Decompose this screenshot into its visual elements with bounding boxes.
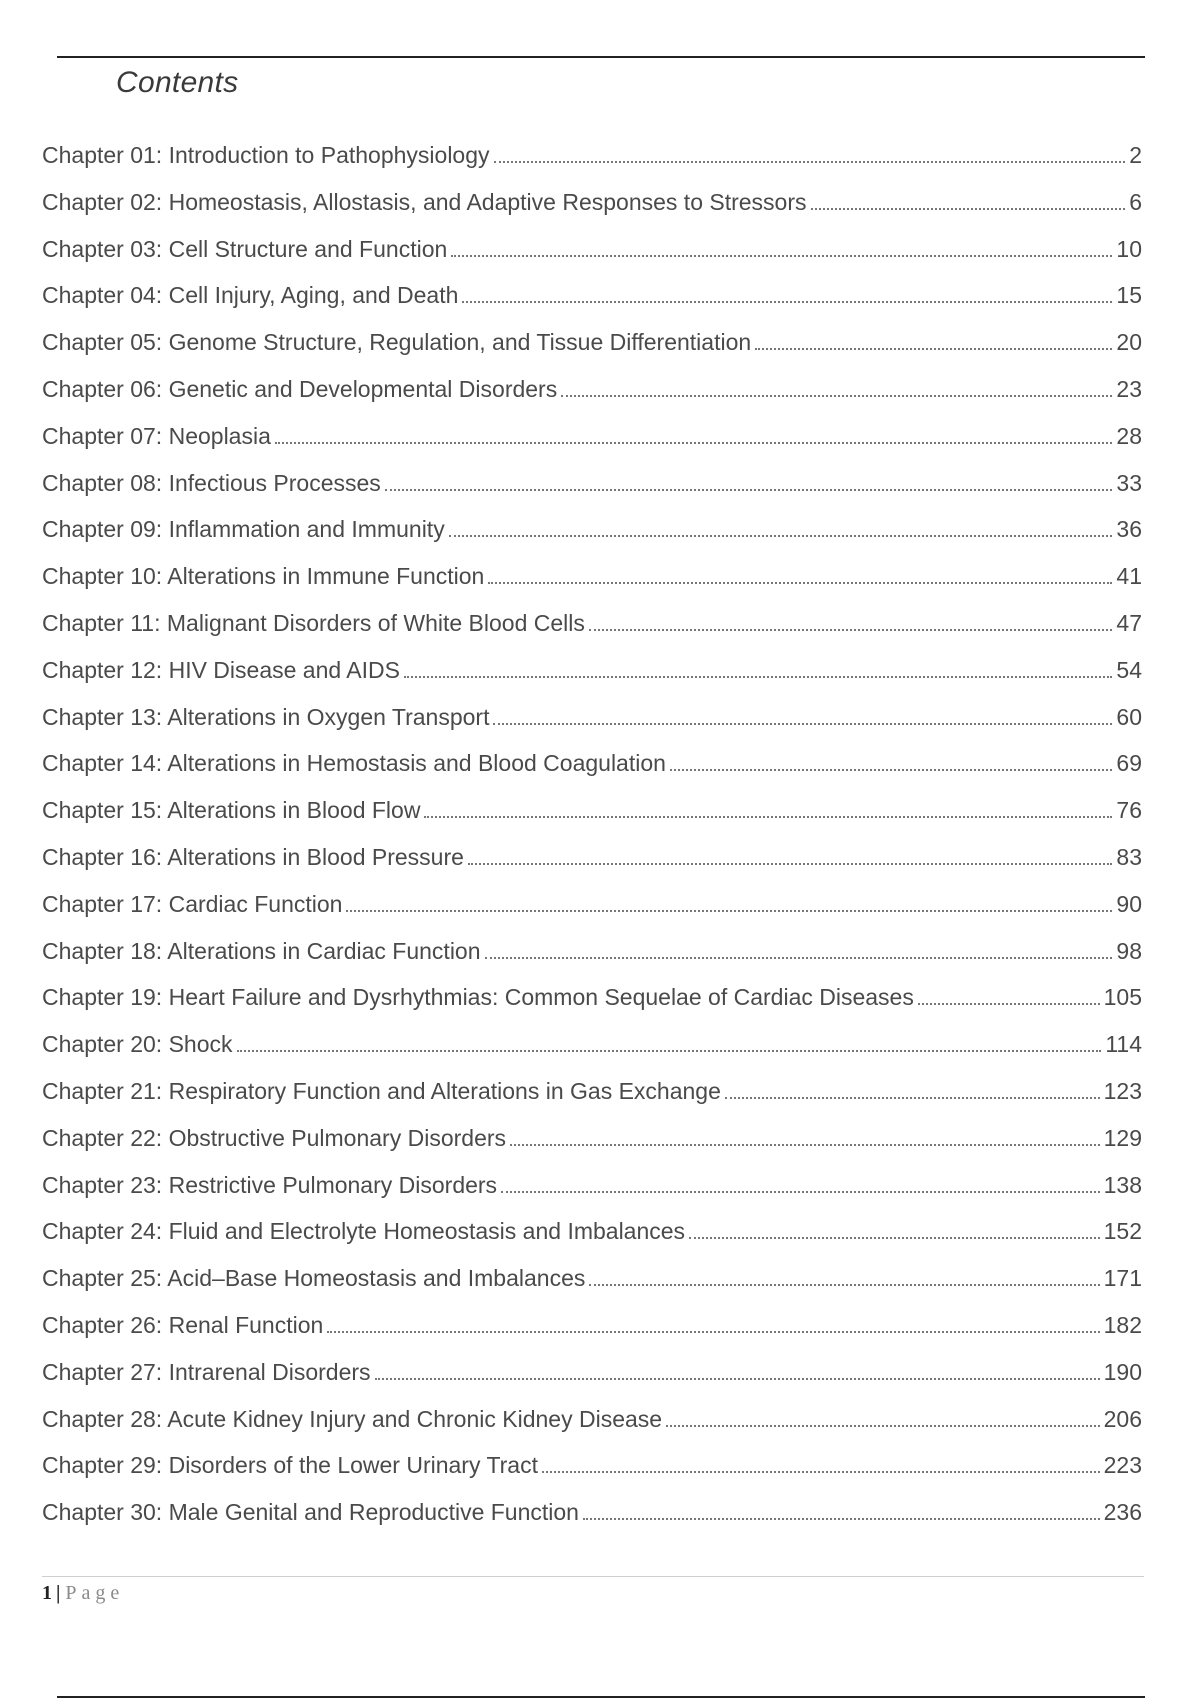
toc-entry-chapter-06[interactable] <box>42 376 1142 423</box>
toc-entry-leader <box>811 208 1126 210</box>
toc-entry-page-number: 105 <box>1103 984 1142 1011</box>
table-of-contents <box>42 142 1142 1546</box>
toc-entry-page-number: 182 <box>1103 1311 1142 1338</box>
toc-entry-leader <box>237 1050 1102 1052</box>
toc-entry-page-number: 36 <box>1116 516 1142 543</box>
toc-entry-chapter-05[interactable] <box>42 329 1142 376</box>
contents-heading: Contents <box>116 66 239 99</box>
toc-entry-chapter-29[interactable] <box>42 1452 1142 1499</box>
toc-entry-chapter-26[interactable] <box>42 1312 1142 1359</box>
toc-entry-leader <box>689 1237 1100 1239</box>
toc-entry-chapter-25[interactable] <box>42 1265 1142 1312</box>
toc-entry-leader <box>583 1518 1100 1520</box>
toc-entry-title: Chapter 03: Cell Structure and Function <box>42 235 448 262</box>
toc-entry-title: Chapter 28: Acute Kidney Injury and Chronic Kidney Disease <box>42 1405 663 1432</box>
toc-entry-title: Chapter 23: Restrictive Pulmonary Disorders <box>42 1171 498 1198</box>
toc-entry-leader <box>327 1331 1099 1333</box>
toc-entry-page-number: 10 <box>1116 235 1142 262</box>
toc-entry-page-number: 69 <box>1116 750 1142 777</box>
toc-entry-leader <box>424 816 1112 818</box>
toc-entry-chapter-03[interactable] <box>42 236 1142 283</box>
toc-entry-chapter-12[interactable] <box>42 657 1142 704</box>
toc-entry-leader <box>485 957 1113 959</box>
toc-entry-title: Chapter 21: Respiratory Function and Alterations in Gas Exchange <box>42 1077 721 1104</box>
toc-entry-chapter-10[interactable] <box>42 563 1142 610</box>
toc-entry-title: Chapter 16: Alterations in Blood Pressure <box>42 843 464 870</box>
toc-entry-title: Chapter 25: Acid–Base Homeostasis and Imbalances <box>42 1265 586 1292</box>
toc-entry-chapter-19[interactable] <box>42 984 1142 1031</box>
toc-entry-leader <box>589 1284 1099 1286</box>
toc-entry-title: Chapter 10: Alterations in Immune Function <box>42 563 485 590</box>
toc-entry-page-number: 20 <box>1116 329 1142 356</box>
toc-entry-leader <box>488 582 1112 584</box>
toc-entry-title: Chapter 29: Disorders of the Lower Urinary Tract <box>42 1452 538 1479</box>
toc-entry-leader <box>494 161 1126 163</box>
toc-entry-chapter-15[interactable] <box>42 797 1142 844</box>
toc-entry-page-number: 114 <box>1105 1031 1142 1058</box>
toc-entry-title: Chapter 27: Intrarenal Disorders <box>42 1358 371 1385</box>
toc-entry-leader <box>510 1144 1100 1146</box>
toc-entry-title: Chapter 19: Heart Failure and Dysrhythmias: Common Sequelae of Cardiac Diseases <box>42 984 914 1011</box>
toc-entry-title: Chapter 20: Shock <box>42 1031 233 1058</box>
toc-entry-title: Chapter 22: Obstructive Pulmonary Disorders <box>42 1124 507 1151</box>
toc-entry-chapter-04[interactable] <box>42 282 1142 329</box>
page-footer <box>42 1582 124 1605</box>
toc-entry-chapter-07[interactable] <box>42 423 1142 470</box>
toc-entry-chapter-30[interactable] <box>42 1499 1142 1546</box>
toc-entry-title: Chapter 12: HIV Disease and AIDS <box>42 656 400 683</box>
toc-entry-title: Chapter 02: Homeostasis, Allostasis, and Adaptive Responses to Stressors <box>42 188 807 215</box>
toc-entry-leader <box>493 723 1112 725</box>
toc-entry-leader <box>670 769 1112 771</box>
toc-entry-chapter-02[interactable] <box>42 189 1142 236</box>
toc-entry-leader <box>918 1003 1100 1005</box>
toc-entry-title: Chapter 05: Genome Structure, Regulation, and Tissue Differentiation <box>42 329 752 356</box>
footer-rule <box>42 1576 1144 1577</box>
toc-entry-leader <box>725 1097 1100 1099</box>
toc-entry-title: Chapter 07: Neoplasia <box>42 422 271 449</box>
toc-entry-chapter-23[interactable] <box>42 1172 1142 1219</box>
toc-entry-page-number: 6 <box>1129 188 1142 215</box>
toc-entry-title: Chapter 04: Cell Injury, Aging, and Death <box>42 282 459 309</box>
toc-entry-page-number: 76 <box>1116 797 1142 824</box>
toc-entry-title: Chapter 30: Male Genital and Reproductive Function <box>42 1499 579 1526</box>
toc-entry-title: Chapter 18: Alterations in Cardiac Function <box>42 937 481 964</box>
footer-page-label: Page <box>65 1582 125 1604</box>
toc-entry-chapter-22[interactable] <box>42 1125 1142 1172</box>
toc-entry-title: Chapter 11: Malignant Disorders of White Blood Cells <box>42 609 585 636</box>
toc-entry-title: Chapter 15: Alterations in Blood Flow <box>42 797 421 824</box>
toc-entry-page-number: 41 <box>1116 563 1142 590</box>
toc-entry-page-number: 152 <box>1103 1218 1142 1245</box>
toc-entry-chapter-27[interactable] <box>42 1359 1142 1406</box>
toc-entry-page-number: 129 <box>1103 1124 1142 1151</box>
toc-entry-title: Chapter 09: Inflammation and Immunity <box>42 516 445 543</box>
toc-entry-page-number: 54 <box>1116 656 1142 683</box>
toc-entry-chapter-21[interactable] <box>42 1078 1142 1125</box>
toc-entry-leader <box>462 301 1112 303</box>
toc-entry-chapter-24[interactable] <box>42 1218 1142 1265</box>
toc-entry-chapter-09[interactable] <box>42 516 1142 563</box>
toc-entry-chapter-08[interactable] <box>42 470 1142 517</box>
toc-entry-page-number: 2 <box>1129 142 1142 168</box>
toc-entry-page-number: 98 <box>1116 937 1142 964</box>
toc-entry-leader <box>404 676 1112 678</box>
footer-separator: | <box>56 1582 61 1604</box>
toc-entry-page-number: 83 <box>1116 843 1142 870</box>
toc-entry-chapter-17[interactable] <box>42 891 1142 938</box>
toc-entry-leader <box>589 629 1113 631</box>
toc-entry-title: Chapter 08: Infectious Processes <box>42 469 381 496</box>
toc-entry-chapter-14[interactable] <box>42 750 1142 797</box>
toc-entry-page-number: 123 <box>1103 1077 1142 1104</box>
toc-entry-chapter-20[interactable] <box>42 1031 1142 1078</box>
top-rule <box>57 56 1145 58</box>
toc-entry-title: Chapter 26: Renal Function <box>42 1311 324 1338</box>
toc-entry-leader <box>501 1191 1100 1193</box>
toc-entry-leader <box>449 535 1113 537</box>
toc-entry-leader <box>451 255 1112 257</box>
toc-entry-page-number: 171 <box>1103 1265 1142 1292</box>
toc-entry-chapter-11[interactable] <box>42 610 1142 657</box>
toc-entry-page-number: 15 <box>1116 282 1142 309</box>
toc-entry-title: Chapter 17: Cardiac Function <box>42 890 343 917</box>
toc-entry-chapter-28[interactable] <box>42 1406 1142 1453</box>
toc-entry-page-number: 223 <box>1103 1452 1142 1479</box>
toc-entry-page-number: 28 <box>1116 422 1142 449</box>
bottom-rule <box>57 1696 1145 1698</box>
toc-entry-title: Chapter 01: Introduction to Pathophysiology <box>42 142 490 168</box>
toc-entry-title: Chapter 13: Alterations in Oxygen Transport <box>42 703 490 730</box>
toc-entry-leader <box>542 1471 1100 1473</box>
toc-entry-leader <box>666 1425 1100 1427</box>
toc-entry-title: Chapter 14: Alterations in Hemostasis and Blood Coagulation <box>42 750 666 777</box>
toc-entry-leader <box>275 442 1113 444</box>
toc-entry-leader <box>385 489 1113 491</box>
toc-entry-leader <box>755 348 1112 350</box>
toc-entry-chapter-13[interactable] <box>42 704 1142 751</box>
toc-entry-title: Chapter 06: Genetic and Developmental Disorders <box>42 375 558 402</box>
toc-entry-page-number: 23 <box>1116 375 1142 402</box>
toc-entry-page-number: 60 <box>1116 703 1142 730</box>
toc-entry-chapter-18[interactable] <box>42 938 1142 985</box>
toc-entry-page-number: 33 <box>1116 469 1142 496</box>
toc-entry-page-number: 206 <box>1103 1405 1142 1432</box>
toc-entry-page-number: 190 <box>1103 1358 1142 1385</box>
toc-entry-leader <box>561 395 1112 397</box>
toc-entry-leader <box>468 863 1113 865</box>
toc-entry-page-number: 138 <box>1103 1171 1142 1198</box>
toc-entry-page-number: 90 <box>1116 890 1142 917</box>
toc-entry-title: Chapter 24: Fluid and Electrolyte Homeostasis and Imbalances <box>42 1218 686 1245</box>
toc-entry-page-number: 47 <box>1116 609 1142 636</box>
toc-entry-leader <box>346 910 1112 912</box>
toc-entry-page-number: 236 <box>1103 1499 1142 1526</box>
footer-page-number: 1 <box>42 1582 52 1604</box>
toc-entry-chapter-16[interactable] <box>42 844 1142 891</box>
toc-entry-leader <box>375 1378 1100 1380</box>
toc-entry-chapter-01[interactable] <box>42 142 1142 189</box>
